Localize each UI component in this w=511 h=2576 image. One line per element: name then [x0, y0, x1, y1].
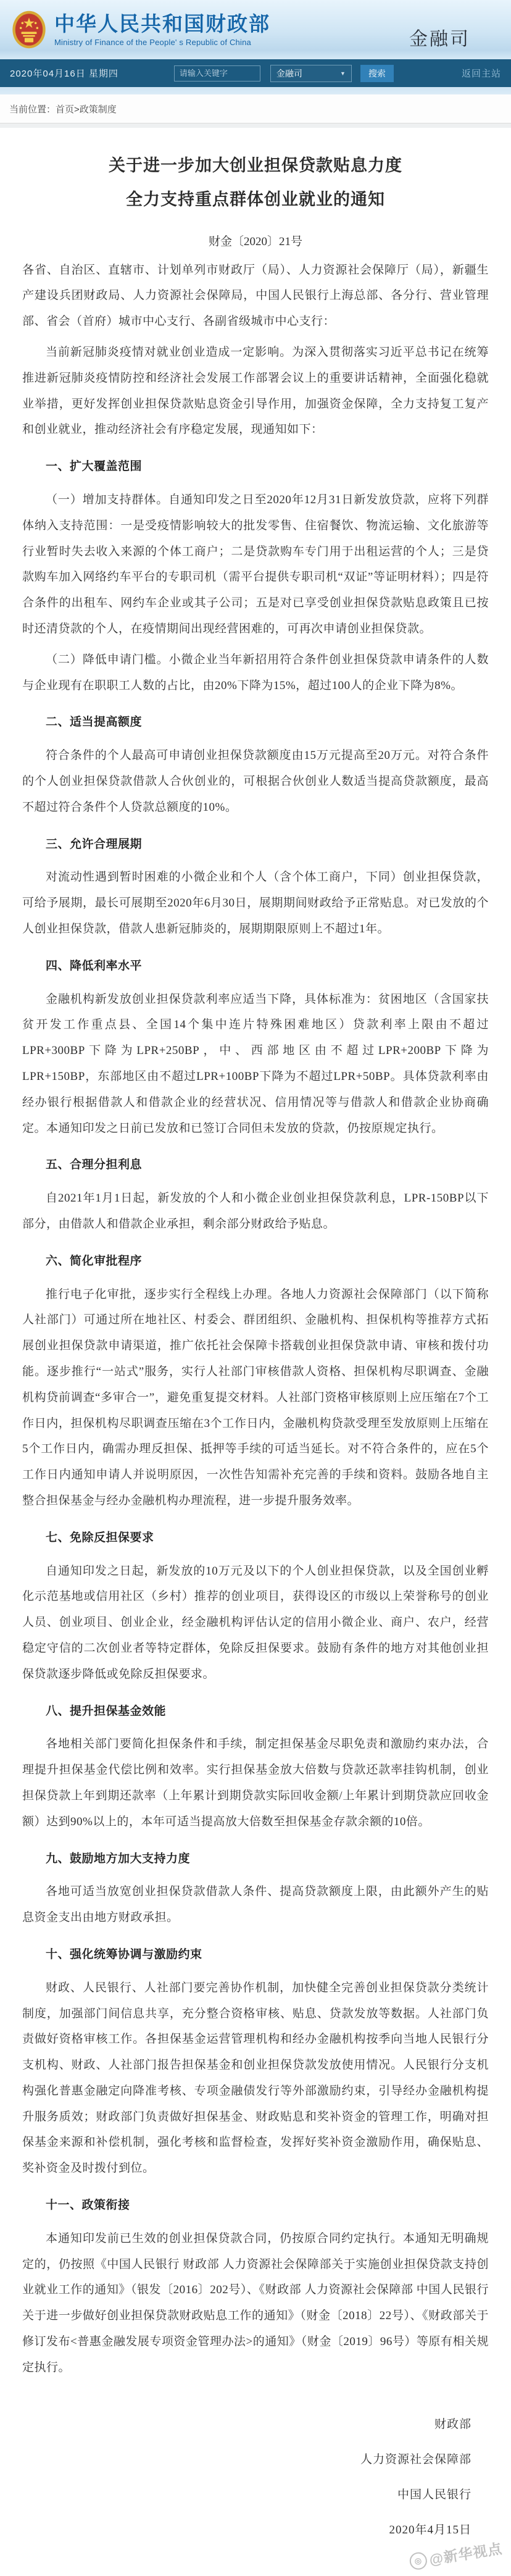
watermark-text: @新华视点: [428, 2540, 504, 2568]
signature-block: [22, 2407, 489, 2548]
document-title-line2: 全力支持重点群体创业就业的通知: [126, 190, 385, 209]
paragraph: 自2021年1月1日起，新发放的个人和小微企业创业担保贷款利息，LPR-150BP以下部分，由借款人和借款企业承担，剩余部分财政给予贴息。: [22, 1192, 489, 1231]
paragraph: 各地相关部门要简化担保条件和手续，制定担保基金尽职免责和激励约束办法，合理提升担保基金代偿比例和效率。实行担保基金放大倍数与贷款还款率挂钩机制，创业担保贷款上年到期还款率（上年累计到期贷款实际回收金额/上年累计到期贷款应回收金额）达到90%以上的，本年可适当提高放大倍数至担保基金存款余额的10倍。: [22, 1738, 489, 1828]
section-heading: 十一、政策衔接: [46, 2199, 130, 2212]
search-scope-value: 金融司: [276, 68, 302, 78]
breadcrumb-path[interactable]: 首页>政策制度: [56, 104, 117, 115]
document-title: [22, 149, 489, 217]
section-heading: 九、鼓励地方加大支持力度: [46, 1852, 191, 1865]
back-to-main-site-link[interactable]: 返回主站: [461, 69, 501, 79]
section-heading: 五、合理分担利息: [46, 1158, 143, 1172]
header-bottom-strip: [0, 87, 511, 94]
signature-line: 中国人民银行: [397, 2488, 472, 2501]
paragraph: 财政、人民银行、人社部门要完善协作机制，加快健全完善创业担保贷款分类统计制度，加强部门间信息共享，充分整合资格审核、贴息、贷款发放等数据。人社部门负责做好资格审核工作。各担保基金运营管理机构和经办金融机构按季向当地人民银行分支机构、财政、人社部门报告担保基金和创业担保贷款发放使用情况。人民银行分支机构强化普惠金融定向降准考核、专项金融债发行等外部激励约束，引导经办金融机构提升服务质效；财政部门负责做好担保基金、财政贴息和奖补资金的管理工作，明确对担保基金来源和补偿机制，强化考核和监督检查，发挥好奖补资金激励作用，确保贴息、奖补资金及时拨付到位。: [22, 1981, 489, 2175]
search-input[interactable]: [174, 65, 260, 82]
navbar: [0, 59, 511, 87]
signature-line: 人力资源社会保障部: [360, 2453, 472, 2466]
paragraph: 符合条件的个人最高可申请创业担保贷款额度由15万元提高至20万元。对符合条件的个人创业担保贷款借款人合伙创业的，可根据合伙创业人数适当提高贷款额度，最高不超过符合条件个人贷款总额度的10%。: [22, 749, 489, 814]
document-title-line1: 关于进一步加大创业担保贷款贴息力度: [109, 156, 402, 175]
paragraph: 当前新冠肺炎疫情对就业创业造成一定影响。为深入贯彻落实习近平总书记在统筹推进新冠肺炎疫情防控和经济社会发展工作部署会议上的重要讲话精神，全面强化稳就业举措，更好发挥创业担保贷款贴息资金引导作用，加强资金保障，全力支持复工复产和创业就业，推动经济社会有序稳定发展，现通知如下：: [22, 346, 489, 437]
section-heading: 七、免除反担保要求: [46, 1531, 154, 1544]
paragraph: 本通知印发前已生效的创业担保贷款合同，仍按原合同约定执行。本通知无明确规定的，仍按照《中国人民银行 财政部 人力资源社会保障部关于实施创业担保贷款支持创业就业工作的通知》（银发〔2016〕202号）、《财政部 人力资源社会保障部 中国人民银行关于进一步做好创业担保贷款财政贴息工作的通知》（财金〔2018〕22号）、《财政部关于修订发布<普惠金融发展专项资金管理办法>的通知》（财金〔2019〕96号）等原有相关规定执行。: [22, 2231, 489, 2374]
breadcrumb: [0, 94, 511, 123]
chevron-down-icon: ▼: [340, 70, 346, 77]
site-title: 中华人民共和国财政部: [54, 12, 270, 36]
paragraph: 各省、自治区、直辖市、计划单列市财政厅（局）、人力资源社会保障厅（局），新疆生产建设兵团财政局、人力资源社会保障局，中国人民银行上海总部、各分行、营业管理部、省会（首府）城市中心支行、各副省级城市中心支行：: [22, 263, 489, 328]
section-heading: 三、允许合理展期: [46, 837, 143, 851]
search-button[interactable]: 搜索: [360, 65, 394, 82]
paragraph: （一）增加支持群体。自通知印发之日至2020年12月31日新发放贷款，应将下列群体纳入支持范围：一是受疫情影响较大的批发零售、住宿餐饮、物流运输、文化旅游等行业暂时失去收入来源的个体工商户；二是贷款购车专门用于出租运营的个人；三是贷款购车加入网络约车平台的专职司机（需平台提供专职司机“双证”等证明材料）；四是符合条件的出租车、网约车企业或其子公司；五是对已享受创业担保贷款贴息政策且已按时还清贷款的个人，在疫情期间出现经营困难的，可再次申请创业担保贷款。: [22, 493, 489, 636]
paragraph: 对流动性遇到暂时困难的小微企业和个人（含个体工商户，下同）创业担保贷款，可给予展期，最长可展期至2020年6月30日，展期期间财政给予正常贴息。对已发放的个人创业担保贷款，借款人患新冠肺炎的，展期期限原则上不超过1年。: [22, 871, 489, 936]
section-heading: 八、提升担保基金效能: [46, 1704, 167, 1718]
paragraph: 金融机构新发放创业担保贷款利率应适当下降，具体标准为：贫困地区（含国家扶贫开发工作重点县、全国14个集中连片特殊困难地区）贷款利率上限由不超过LPR+300BP下降为LPR+250BP，中、西部地区由不超过LPR+200BP下降为LPR+150BP，东部地区由不超过LPR+100BP下降为不超过LPR+50BP。具体贷款利率由经办银行根据借款人和借款企业的经营状况、信用情况等与借款人和借款企业协商确定。本通知印发之日前已发放和已签订合同但未发放的贷款，仍按原规定执行。: [22, 992, 489, 1135]
search-scope-select[interactable]: [270, 65, 352, 82]
signature-date: 2020年4月15日: [389, 2523, 472, 2536]
document-content: [0, 128, 511, 2576]
section-heading: 四、降低利率水平: [46, 959, 143, 972]
breadcrumb-prefix: 当前位置：: [9, 104, 56, 115]
section-heading: 六、简化审批程序: [46, 1254, 143, 1268]
paragraph: 自通知印发之日起，新发放的10万元及以下的个人创业担保贷款，以及全国创业孵化示范基地或信用社区（乡村）推荐的创业项目，获得设区的市级以上荣誉称号的创业人员、创业项目、创业企业，经金融机构评估认定的信用小微企业、商户、农户，经营稳定守信的二次创业者等特定群体，免除反担保要求。鼓励有条件的地方对其他创业担保贷款逐步降低或免除反担保要求。: [22, 1564, 489, 1681]
xinhua-logo-icon: ◎: [408, 2551, 428, 2570]
document-number: 财金〔2020〕21号: [208, 235, 302, 248]
department-title: 金融司: [409, 29, 470, 49]
site-header: [0, 0, 511, 59]
site-title-english: Ministry of Finance of the People' s Republic of China: [54, 37, 251, 47]
signature-line: 财政部: [434, 2417, 472, 2431]
paragraph: 各地可适当放宽创业担保贷款借款人条件、提高贷款额度上限，由此额外产生的贴息资金支出由地方财政承担。: [22, 1885, 489, 1925]
document-body: [22, 257, 489, 2381]
national-emblem-icon: [11, 10, 47, 49]
paragraph: 推行电子化审批，逐步实行全程线上办理。各地人力资源社会保障部门（以下简称人社部门）可通过所在地社区、村委会、群团组织、金融机构、担保机构等推荐方式拓展创业担保贷款申请渠道，推广依托社会保障卡搭载创业担保贷款申请、审核和拨付功能。逐步推行“一站式”服务，实行人社部门审核借款人资格、担保机构尽职调查、金融机构贷前调查“多审合一”，避免重复提交材料。人社部门资格审核原则上应压缩在7个工作日内，担保机构尽职调查压缩在3个工作日内，金融机构贷款受理至发放原则上压缩在5个工作日内，确需办理反担保、抵押等手续的可适当延长。对不符合条件的，应在5个工作日内通知申请人并说明原因，一次性告知需补充完善的手续和资料。鼓励各地自主整合担保基金与经办金融机构办理流程，进一步提升服务效率。: [22, 1287, 489, 1507]
section-heading: 一、扩大覆盖范围: [46, 460, 143, 474]
section-heading: 十、强化统筹协调与激励约束: [46, 1947, 202, 1961]
current-date: 2020年04月16日 星期四: [10, 69, 118, 79]
section-heading: 二、适当提高额度: [46, 716, 143, 729]
paragraph: （二）降低申请门槛。小微企业当年新招用符合条件创业担保贷款申请条件的人数与企业现有在职职工人数的占比，由20%下降为15%，超过100人的企业下降为8%。: [22, 653, 489, 692]
